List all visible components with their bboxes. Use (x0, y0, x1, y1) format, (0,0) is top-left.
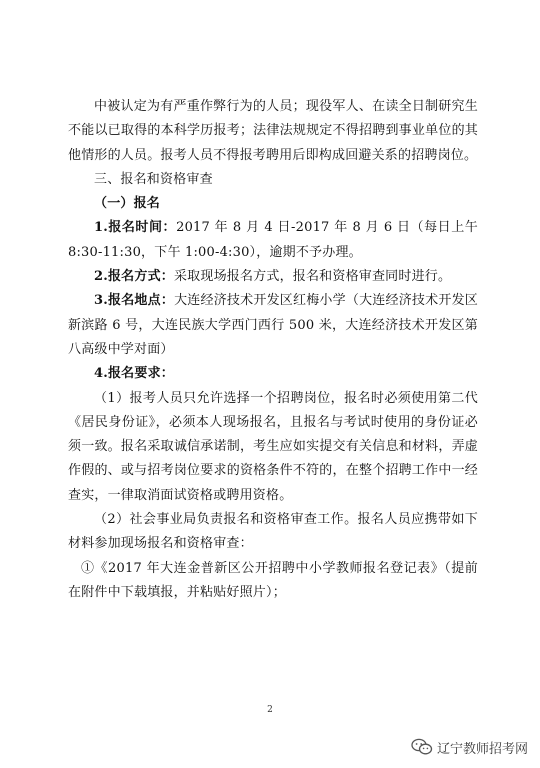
registration-place-text: 大连经济技术开发区红梅小学（大连经济技术开发区新滨路 6 号，大连民族大学西门西行 500 米，大连经济技术开发区第八高级中学对面） (68, 293, 478, 357)
page-number: 2 (267, 705, 273, 715)
section-heading-registration: 三、报名和资格审查 (94, 171, 213, 187)
registration-time-text: 2017 年 8 月 4 日-2017 年 8 月 6 日（每日上午 8:30-11:30，下午 1:00-4:30），逾期不予办理。 (68, 220, 478, 260)
paragraph-requirement-1: （1）报考人员只允许选择一个招聘岗位，报名时必须使用第二代《居民身份证》，必须本人现场报名，且报名与考试时使用的身份证必须一致。报名采取诚信承诺制，考生应如实提交有关信息和材料，弄虚作假的、或与招考岗位要求的资格条件不符的，在整个招聘工作中一经查实，一律取消面试资格或聘用资格。 (68, 390, 478, 503)
document-body (68, 95, 478, 605)
registration-place-label: 3.报名地点： (94, 293, 175, 309)
subsection-heading-registration: （一）报名 (94, 196, 161, 212)
registration-requirements-label: 4.报名要求： (94, 366, 174, 382)
paragraph-registration-place (68, 289, 478, 362)
registration-method-text: 采取现场报名方式，报名和资格审查同时进行。 (173, 269, 452, 285)
wechat-icon (411, 738, 433, 756)
paragraph-registration-method (68, 265, 478, 289)
registration-time-label: 1.报名时间： (94, 220, 177, 236)
paragraph-requirement-2: （2）社会事业局负责报名和资格审查工作。报名人员应携带如下材料参加现场报名和资格审查： (68, 512, 478, 552)
paragraph-material-item-1: ①《2017 年大连金普新区公开招聘中小学教师报名登记表》（提前在附件中下载填报，并粘贴好照片）； (68, 560, 478, 600)
registration-method-label: 2.报名方式： (94, 269, 174, 285)
watermark-text: 辽宁教师招考网 (436, 741, 528, 757)
paragraph-ineligible-persons: 中被认定为有严重作弊行为的人员；现役军人、在读全日制研究生不能以已取得的本科学历报考；法律法规规定不得招聘到事业单位的其他情形的人员。报考人员不得报考聘用后即构成回避关系的招聘岗位。 (68, 99, 478, 163)
watermark (411, 736, 528, 758)
paragraph-registration-time (68, 216, 478, 265)
